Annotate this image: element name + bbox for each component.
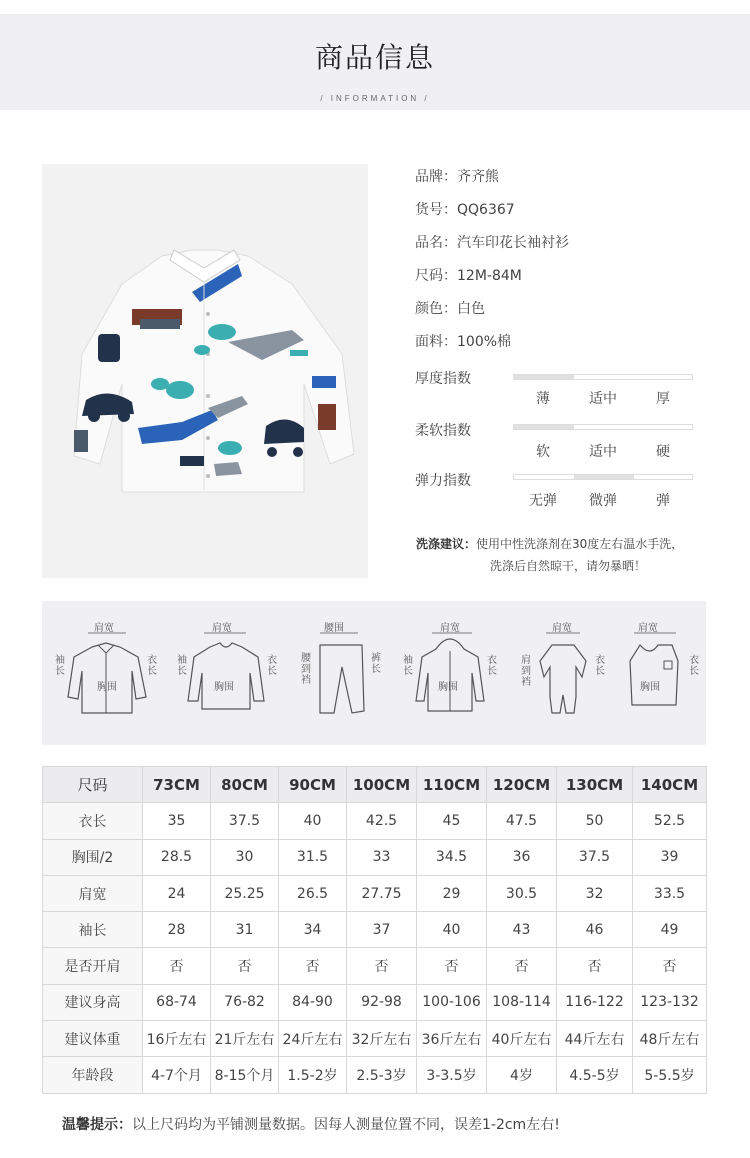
table-cell: 24: [143, 875, 211, 911]
table-cell: 40: [417, 912, 487, 948]
thickness-option: 适中: [589, 391, 617, 407]
table-cell: 31: [211, 912, 279, 948]
table-row: [43, 984, 707, 1020]
wash-advice-line2: 洗涤后自然晾干，请勿暴晒！: [490, 559, 647, 573]
table-cell: 49: [633, 912, 707, 948]
table-cell: 32: [557, 875, 633, 911]
table-header-cell: 140CM: [633, 767, 707, 803]
table-cell: 39: [633, 839, 707, 875]
table-header-row: [43, 767, 707, 803]
table-cell: 8-15个月: [211, 1057, 279, 1093]
info-product-name: 品名：汽车印花长袖衬衫: [415, 235, 569, 251]
warm-tip-label: 温馨提示：: [62, 1117, 132, 1133]
table-row-header: 建议体重: [43, 1021, 143, 1057]
table-cell: 31.5: [279, 839, 347, 875]
softness-option: 硬: [656, 444, 670, 460]
table-cell: 37: [347, 912, 417, 948]
table-cell: 否: [557, 948, 633, 984]
table-cell: 34.5: [417, 839, 487, 875]
table-cell: 46: [557, 912, 633, 948]
table-cell: 否: [487, 948, 557, 984]
table-cell: 4-7个月: [143, 1057, 211, 1093]
table-cell: 108-114: [487, 984, 557, 1020]
table-cell: 76-82: [211, 984, 279, 1020]
section-subtitle: / INFORMATION /: [320, 94, 430, 103]
table-row: [43, 1057, 707, 1093]
table-row-header: 年龄段: [43, 1057, 143, 1093]
softness-index-label: 柔软指数: [415, 423, 471, 439]
table-cell: 35: [143, 803, 211, 839]
table-cell: 4.5-5岁: [557, 1057, 633, 1093]
thickness-index-label: 厚度指数: [415, 371, 471, 387]
table-row-header: 肩宽: [43, 875, 143, 911]
table-cell: 否: [417, 948, 487, 984]
hoodie-icon: [398, 601, 502, 745]
softness-index-fill: [514, 425, 574, 429]
table-cell: 52.5: [633, 803, 707, 839]
table-cell: 5-5.5岁: [633, 1057, 707, 1093]
elasticity-index-bar: [513, 474, 693, 480]
table-header-cell: 80CM: [211, 767, 279, 803]
section-header: [0, 14, 750, 110]
table-header-cell: 90CM: [279, 767, 347, 803]
table-cell: 40: [279, 803, 347, 839]
table-cell: 33.5: [633, 875, 707, 911]
table-cell: 33: [347, 839, 417, 875]
table-cell: 否: [211, 948, 279, 984]
thickness-index-fill: [514, 375, 574, 379]
warm-tip-text: 以上尺码均为平铺测量数据。因每人测量位置不同，误差1-2cm左右!: [132, 1117, 560, 1133]
table-cell: 116-122: [557, 984, 633, 1020]
table-row-header: 胸围/2: [43, 839, 143, 875]
table-cell: 50: [557, 803, 633, 839]
table-cell: 36斤左右: [417, 1021, 487, 1057]
garment-shirt: 肩宽 袖长 衣长 胸围: [42, 601, 154, 745]
thickness-option: 薄: [536, 391, 550, 407]
table-cell: 否: [633, 948, 707, 984]
table-cell: 123-132: [633, 984, 707, 1020]
table-row: [43, 1021, 707, 1057]
section-title: 商品信息: [314, 41, 435, 74]
table-row: [43, 875, 707, 911]
softness-option: 软: [536, 444, 550, 460]
thickness-option: 厚: [656, 391, 670, 407]
table-cell: 68-74: [143, 984, 211, 1020]
table-header-cell: 尺码: [43, 767, 143, 803]
table-cell: 30: [211, 839, 279, 875]
info-size: 尺码：12M-84M: [415, 268, 522, 284]
vest-icon: [614, 601, 706, 745]
table-cell: 26.5: [279, 875, 347, 911]
softness-index-bar: [513, 424, 693, 430]
table-row: [43, 803, 707, 839]
table-cell: 37.5: [557, 839, 633, 875]
table-cell: 43: [487, 912, 557, 948]
table-cell: 30.5: [487, 875, 557, 911]
garment-vest: 肩宽 衣长 胸围: [614, 601, 706, 745]
elasticity-option: 微弹: [589, 493, 617, 509]
elasticity-option: 弹: [656, 493, 670, 509]
table-row: [43, 912, 707, 948]
garment-romper: 肩宽 肩到裆 衣长: [508, 601, 608, 745]
table-cell: 16斤左右: [143, 1021, 211, 1057]
table-row-header: 衣长: [43, 803, 143, 839]
garment-hoodie: 肩宽 袖长 衣长 胸围: [398, 601, 502, 745]
table-cell: 2.5-3岁: [347, 1057, 417, 1093]
table-cell: 27.75: [347, 875, 417, 911]
romper-icon: [508, 601, 608, 745]
table-cell: 40斤左右: [487, 1021, 557, 1057]
table-header-cell: 100CM: [347, 767, 417, 803]
table-cell: 否: [347, 948, 417, 984]
info-item-no: 货号：QQ6367: [415, 202, 515, 218]
table-cell: 45: [417, 803, 487, 839]
table-cell: 25.25: [211, 875, 279, 911]
table-header-cell: 73CM: [143, 767, 211, 803]
elasticity-index-label: 弹力指数: [415, 473, 471, 489]
wash-advice-line1: 洗涤建议：使用中性洗涤剂在30度左右温水手洗，: [416, 537, 684, 551]
elasticity-option: 无弹: [529, 493, 557, 509]
softness-option: 适中: [589, 444, 617, 460]
table-cell: 28.5: [143, 839, 211, 875]
info-fabric: 面料：100%棉: [415, 334, 512, 350]
table-cell: 42.5: [347, 803, 417, 839]
measurement-diagram: [42, 601, 706, 745]
table-cell: 37.5: [211, 803, 279, 839]
table-cell: 24斤左右: [279, 1021, 347, 1057]
table-cell: 92-98: [347, 984, 417, 1020]
table-row-header: 建议身高: [43, 984, 143, 1020]
table-cell: 47.5: [487, 803, 557, 839]
wash-advice-label: 洗涤建议：: [416, 537, 477, 551]
table-cell: 44斤左右: [557, 1021, 633, 1057]
table-row: [43, 948, 707, 984]
warm-tip: [62, 1114, 560, 1134]
table-header-cell: 120CM: [487, 767, 557, 803]
table-cell: 28: [143, 912, 211, 948]
size-table: [42, 766, 707, 1094]
table-header-cell: 110CM: [417, 767, 487, 803]
shirt-illustration: [42, 164, 368, 578]
table-cell: 36: [487, 839, 557, 875]
product-image: [42, 164, 368, 578]
pants-icon: [292, 601, 392, 745]
table-cell: 48斤左右: [633, 1021, 707, 1057]
table-cell: 100-106: [417, 984, 487, 1020]
table-cell: 32斤左右: [347, 1021, 417, 1057]
table-row-header: 袖长: [43, 912, 143, 948]
table-cell: 1.5-2岁: [279, 1057, 347, 1093]
table-cell: 3-3.5岁: [417, 1057, 487, 1093]
shirt-icon: [42, 601, 154, 745]
elasticity-index-fill: [574, 475, 634, 479]
table-cell: 否: [143, 948, 211, 984]
table-row-header: 是否开肩: [43, 948, 143, 984]
table-cell: 21斤左右: [211, 1021, 279, 1057]
sweater-icon: [164, 601, 284, 745]
table-header-cell: 130CM: [557, 767, 633, 803]
table-cell: 34: [279, 912, 347, 948]
thickness-index-bar: [513, 374, 693, 380]
info-color: 颜色：白色: [415, 301, 485, 317]
table-cell: 29: [417, 875, 487, 911]
garment-sweater: 肩宽 袖长 衣长 胸围: [164, 601, 284, 745]
table-cell: 84-90: [279, 984, 347, 1020]
garment-pants: 腰围 腰到裆 裤长: [292, 601, 392, 745]
table-row: [43, 839, 707, 875]
table-cell: 4岁: [487, 1057, 557, 1093]
info-brand: 品牌：齐齐熊: [415, 169, 499, 185]
table-cell: 否: [279, 948, 347, 984]
